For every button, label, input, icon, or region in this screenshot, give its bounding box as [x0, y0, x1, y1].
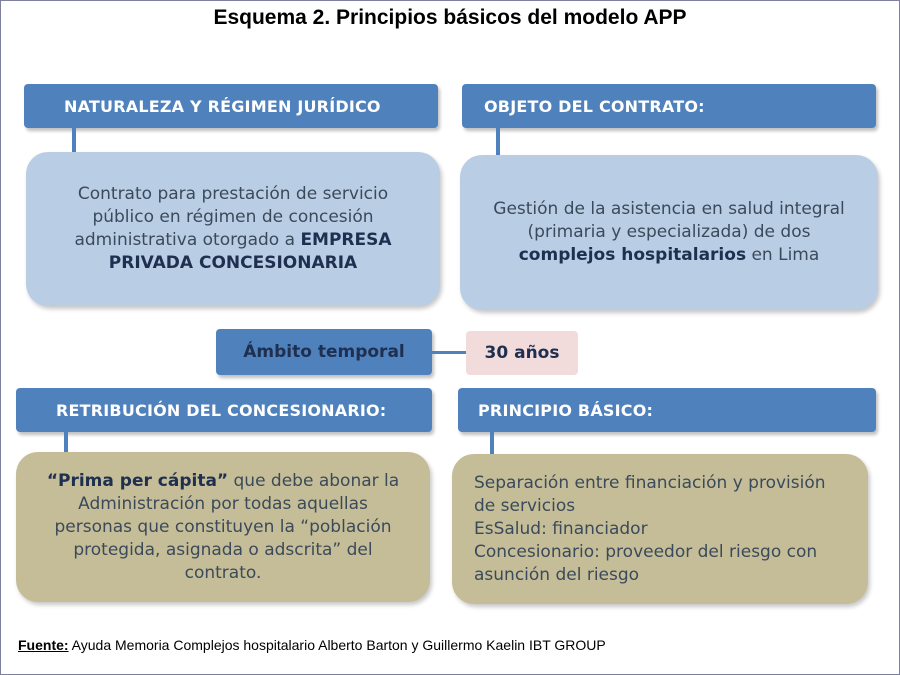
principio-line-3: Concesionario: proveedor del riesgo con asunción del riesgo [474, 541, 818, 585]
naturaleza-text: Contrato para prestación de servicio público en régimen de concesión administrativa otorgado a EMPRESA PRIVADA CONCESIONARIA [74, 184, 392, 273]
naturaleza-connector [72, 128, 76, 154]
retribucion-header: RETRIBUCIÓN DEL CONCESIONARIO: [16, 388, 432, 432]
principio-connector [490, 432, 494, 456]
naturaleza-header: NATURALEZA Y RÉGIMEN JURÍDICO [24, 84, 438, 128]
objeto-header: OBJETO DEL CONTRATO: [462, 84, 876, 128]
ambito-value: 30 años [466, 331, 578, 375]
retribucion-text: “Prima per cápita” que debe abonar la Administración por todas aquellas personas que constituyen la “población protegida, asignada o adscrita” del contrato. [46, 470, 400, 583]
source-text: Ayuda Memoria Complejos hospitalario Alberto Barton y Guillermo Kaelin IBT GROUP [68, 637, 606, 653]
objeto-box [460, 155, 878, 310]
naturaleza-box [26, 152, 440, 306]
retribucion-box [16, 452, 430, 602]
figure-title: Esquema 2. Principios básicos del modelo APP [213, 6, 687, 29]
ambito-connector [432, 351, 466, 354]
principio-text [474, 472, 850, 587]
principio-line-1: Separación entre financiación y provisión de servicios [474, 472, 826, 516]
source-label: Fuente: [18, 637, 69, 653]
objeto-connector [496, 128, 500, 156]
principio-box [452, 454, 868, 604]
ambito-label: Ámbito temporal [216, 329, 432, 375]
objeto-text: Gestión de la asistencia en salud integral (primaria y especializada) de dos complejos hospitalarios en Lima [493, 199, 845, 265]
principio-header: PRINCIPIO BÁSICO: [458, 388, 876, 432]
source-note [18, 637, 606, 653]
retribucion-connector [64, 432, 68, 454]
principio-line-2: EsSalud: financiador [474, 518, 648, 539]
